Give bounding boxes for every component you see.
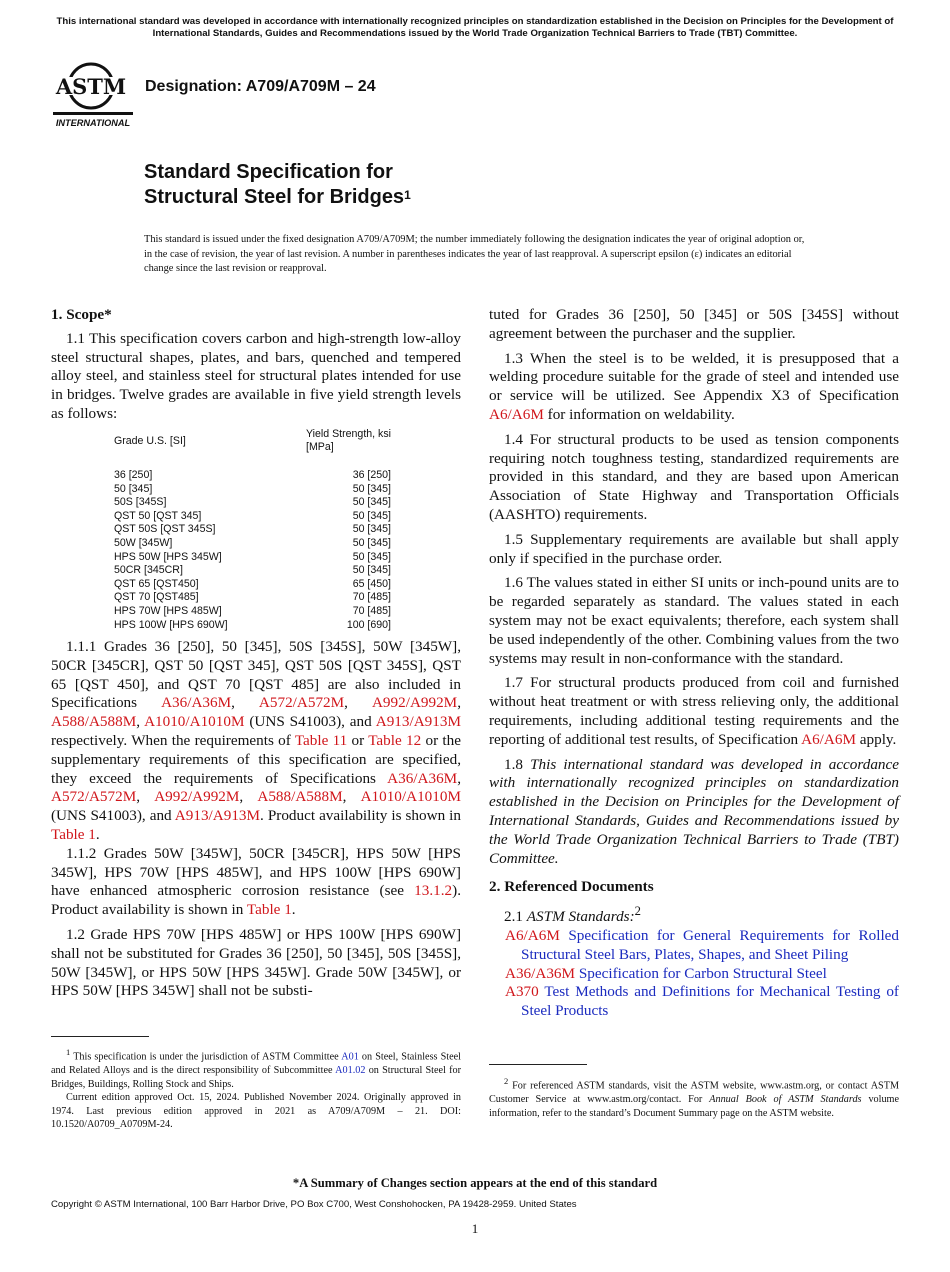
ref-title-a370[interactable]: Test Methods and Definitions for Mechanical Testing of Steel Products bbox=[521, 983, 899, 1020]
referenced-documents-heading: 2. Referenced Documents bbox=[489, 878, 654, 896]
table-row: QST 50S [QST 345S] 50 [345] bbox=[114, 523, 391, 536]
link-a572[interactable]: A572/A572M bbox=[258, 694, 345, 712]
link-a913[interactable]: A913/A913M bbox=[375, 713, 461, 731]
link-table-1[interactable]: Table 1 bbox=[246, 901, 292, 919]
link-a572[interactable]: A572/A572M bbox=[51, 788, 137, 806]
list-item bbox=[489, 965, 899, 984]
para-1-2-continued: tuted for Grades 36 [250], 50 [345] or 50S [345S] without agreement between the purchaser and the supplier. bbox=[489, 306, 899, 342]
document-title bbox=[144, 160, 411, 210]
para-1-2: 1.2 Grade HPS 70W [HPS 485W] or HPS 100W [HPS 690W] shall not be substituted for Grades 36 [250], 50 [345], 50S [345S], 50W [345W], or HPS 50W [HPS 345W]. Grade 50W [345W], or HPS 50W [HPS 345W] shall not be substi- bbox=[51, 926, 461, 1000]
link-table-1[interactable]: Table 1 bbox=[51, 826, 96, 844]
para-1-4: 1.4 For structural products to be used as tension components requiring notch toughness testing, standardized requirements are provided in this standard, and they are based upon American Association of State Highway and Transportation Officials (AASHTO) requirements. bbox=[489, 430, 899, 523]
footnote-rule-left bbox=[51, 1036, 149, 1037]
footnote-1-approval: Current edition approved Oct. 15, 2024. Published November 2024. Originally approved in 1974. Last previous edition approved in 2021 as A709/A709M – 21. DOI: 10.1520/A0709_A0709M-24. bbox=[51, 1092, 461, 1131]
ref-title-a36[interactable]: Specification for Carbon Structural Steel bbox=[578, 964, 827, 982]
para-1-1-1: 1.1.1 Grades 36 [250], 50 [345], 50S [345S], 50W [345W], 50CR [345CR], QST 50 [QST 345], QST 50S [QST 345S], QST 65 [QST 450], and QST 70 [QST 485] are also included in Specifications A36/A36M, A572/A572M, A992/A992M, A588/A588M, A1010/A1010M (UNS S41003), and A913/A913M respectively. When the requirements of Table 11 or Table 12 or the supplementary requirements of this specification are specified, they exceed the requirements of Specifications A36/A36M, A572/A572M, A992/A992M, A588/A588M, A1010/A1010M (UNS S41003), and A913/A913M. Product availability is shown in Table 1. bbox=[51, 638, 461, 844]
yield-strength-table bbox=[114, 428, 391, 632]
table-row: QST 70 [QST485] 70 [485] bbox=[114, 591, 391, 604]
link-a36[interactable]: A36/A36M bbox=[161, 694, 232, 712]
ref-code-a6[interactable]: A6/A6M bbox=[505, 926, 560, 944]
title-line-1: Standard Specification for bbox=[144, 161, 393, 183]
para-2-1: 2.1 ASTM Standards:$^2$ bbox=[504, 904, 641, 926]
link-subcommittee-a01-02[interactable]: A01.02 bbox=[335, 1064, 366, 1076]
table-header-grade: Grade U.S. [SI] bbox=[114, 434, 186, 447]
list-item bbox=[489, 983, 899, 1021]
designation: Designation: A709/A709M – 24 bbox=[145, 78, 376, 95]
table-row: HPS 50W [HPS 345W] 50 [345] bbox=[114, 550, 391, 563]
list-item bbox=[489, 927, 899, 965]
table-row: HPS 70W [HPS 485W] 70 [485] bbox=[114, 604, 391, 617]
top-notice: This international standard was developed in accordance with internationally recognized principles on standardization established in the Decision on Principles for the Development of International Standards, Guides and Recommendations issued by the World Trade Organization Technical Barriers to Trade (TBT) Committee. bbox=[56, 16, 894, 39]
para-1-6: 1.6 The values stated in either SI units or inch-pound units are to be regarded separately as standard. The values stated in each system may not be exact equivalents; therefore, each system shall be used independently of the other. Combining values from the two systems may result in non-conformance with the standard. bbox=[489, 574, 899, 667]
para-1-7: 1.7 For structural products produced from coil and furnished without heat treatment or with stress relieving only, the additional requirements, including additional testing requirements and the reporting of additional test results, of Specification A6/A6M apply. bbox=[489, 674, 899, 748]
para-1-8: 1.8 This international standard was developed in accordance with internationally recognized principles on standardization established in the Decision on Principles for the Development of International Standards, Guides and Recommendations issued by the World Trade Organization Technical Barriers to Trade (TBT) Committee. bbox=[489, 755, 900, 867]
title-line-2: Structural Steel for Bridges bbox=[144, 186, 405, 208]
link-a992[interactable]: A992/A992M bbox=[371, 694, 458, 712]
ref-code-a36[interactable]: A36/A36M bbox=[505, 964, 576, 982]
link-committee-a01[interactable]: A01 bbox=[341, 1051, 359, 1063]
scope-heading: 1. Scope* bbox=[51, 306, 112, 323]
footnote-1: $^1$ This specification is under the jurisdiction of ASTM Committee A01 on Steel, Stainless Steel and Related Alloys and is the direct responsibility of Subcommittee A01.02 on Structural Steel for Bridges, Buildings, Rolling Stock and Ships. Current edition approved Oct. 15, 2024. Published November 2024. Originally approved in 1974. Last previous edition approved in 2021 as A709/A709M – 21. DOI: 10.1520/A0709_A0709M-24. bbox=[51, 1047, 462, 1131]
table-row: 36 [250] 36 [250] bbox=[114, 468, 391, 481]
link-a6[interactable]: A6/A6M bbox=[489, 405, 544, 423]
footnote-rule-right bbox=[489, 1064, 587, 1065]
link-a1010[interactable]: A1010/A1010M bbox=[144, 713, 245, 731]
table-header-yield: Yield Strength, ksi [MPa] bbox=[306, 427, 391, 454]
table-row: 50CR [345CR] 50 [345] bbox=[114, 564, 391, 577]
left-column bbox=[51, 306, 461, 1001]
link-a913[interactable]: A913/A913M bbox=[174, 807, 261, 825]
table-row: 50W [345W] 50 [345] bbox=[114, 536, 391, 549]
issuance-note: This standard is issued under the fixed designation A709/A709M; the number immediately following the designation indicates the year of original adoption or, in the case of revision, the year of last revision. A number in parentheses indicates the year of last reapproval. A superscript epsilon (ε) indicates an editorial change since the last revision or reapproval. bbox=[144, 234, 805, 274]
table-row: 50 [345] 50 [345] bbox=[114, 482, 391, 495]
footnote-2-ref[interactable]: 2 bbox=[634, 904, 641, 919]
footnote-2: $^2$ For referenced ASTM standards, visit the ASTM website, www.astm.org, or contact ASTM Customer Service at www.astm.org/contact. For Annual Book of ASTM Standards volume information, refer to the standard’s Document Summary page on the ASTM website. bbox=[489, 1076, 900, 1119]
link-table-11[interactable]: Table 11 bbox=[294, 732, 348, 750]
link-a992[interactable]: A992/A992M bbox=[154, 788, 240, 806]
table-row: 50S [345S] 50 [345] bbox=[114, 496, 391, 509]
summary-note: *A Summary of Changes section appears at the end of this standard bbox=[292, 1176, 658, 1190]
link-a6[interactable]: A6/A6M bbox=[801, 730, 856, 748]
right-column bbox=[489, 306, 899, 1021]
para-1-3: 1.3 When the steel is to be welded, it is presupposed that a welding procedure suitable for the grade of steel and intended use or service will be utilized. See Appendix X3 of Specification A6/A6M for information on weldability. bbox=[489, 349, 899, 423]
link-table-12[interactable]: Table 12 bbox=[368, 732, 422, 750]
link-a588[interactable]: A588/A588M bbox=[257, 788, 343, 806]
title-footnote-ref[interactable]: 1 bbox=[404, 188, 411, 202]
svg-text:ASTM: ASTM bbox=[55, 74, 127, 99]
svg-text:INTERNATIONAL: INTERNATIONAL bbox=[55, 118, 131, 128]
link-a36[interactable]: A36/A36M bbox=[387, 769, 458, 787]
table-row: QST 50 [QST 345] 50 [345] bbox=[114, 509, 391, 522]
table-row: HPS 100W [HPS 690W] 100 [690] bbox=[114, 618, 391, 631]
reference-list bbox=[489, 927, 899, 1021]
ref-title-a6[interactable]: Specification for General Requirements for Rolled Structural Steel Bars, Plates, Shapes, and Sheet Piling bbox=[521, 926, 899, 963]
page-number: 1 bbox=[471, 1221, 479, 1236]
astm-logo bbox=[53, 56, 135, 132]
ref-code-a370[interactable]: A370 bbox=[505, 983, 539, 1001]
copyright-line: Copyright © ASTM International, 100 Barr Harbor Drive, PO Box C700, West Conshohocken, PA 19428-2959. United States bbox=[51, 1199, 577, 1210]
link-13-1-2[interactable]: 13.1.2 bbox=[414, 882, 453, 900]
para-1-5: 1.5 Supplementary requirements are available but shall apply only if specified in the purchase order. bbox=[489, 530, 899, 567]
para-1-1-2: 1.1.2 Grades 50W [345W], 50CR [345CR], HPS 50W [HPS 345W], HPS 70W [HPS 485W], and HPS 100W [HPS 690W] have enhanced atmospheric corrosion resistance (see 13.1.2). Product availability is shown in Table 1. bbox=[51, 844, 461, 919]
link-a588[interactable]: A588/A588M bbox=[51, 713, 137, 731]
link-a1010[interactable]: A1010/A1010M bbox=[360, 788, 461, 806]
para-1-1: 1.1 This specification covers carbon and high-strength low-alloy steel structural shapes, plates, and bars, quenched and tempered alloy steel, and stainless steel for structural plates intended for use in bridges. Twelve grades are available in five yield strength levels as follows: bbox=[51, 329, 461, 422]
table-row: QST 65 [QST450] 65 [450] bbox=[114, 577, 391, 590]
